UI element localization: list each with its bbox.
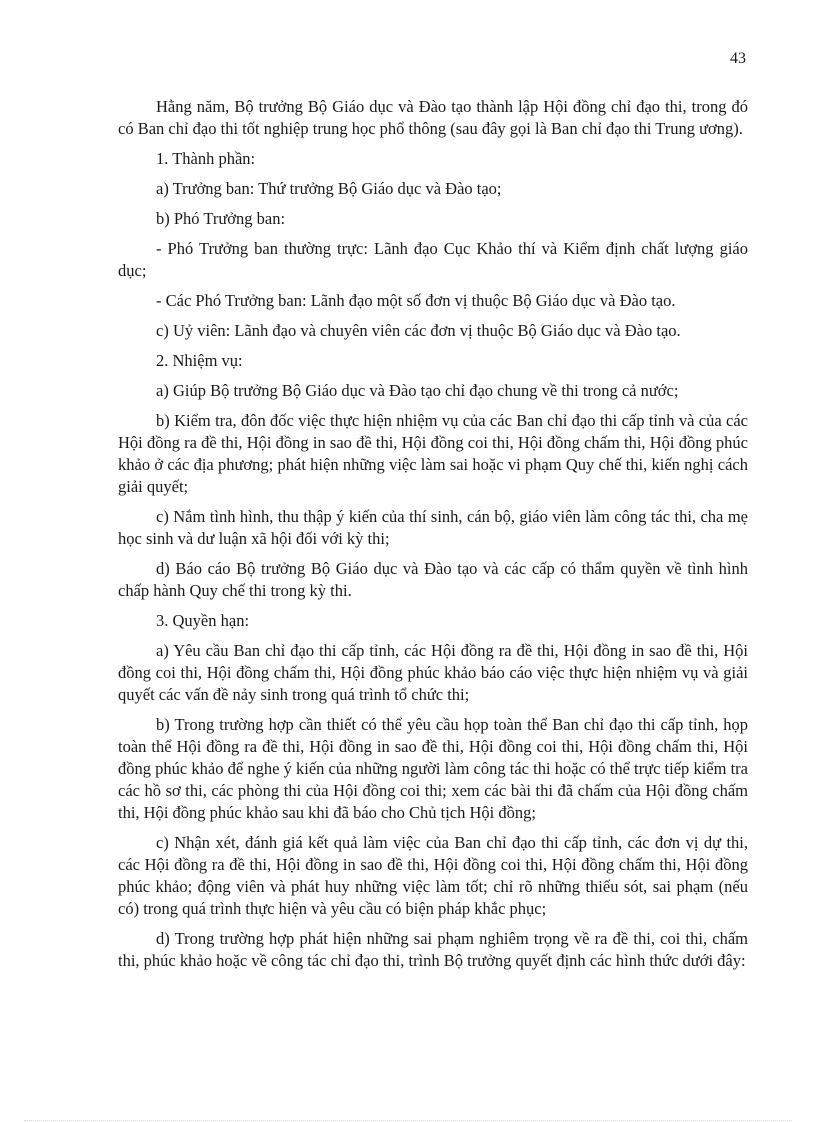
paragraph-power-a: a) Yêu cầu Ban chỉ đạo thi cấp tỉnh, các Hội đồng ra đề thi, Hội đồng in sao đề thi, Hội đồng coi thi, Hội đồng chấm thi, Hội đồng phúc khảo báo cáo việc thực hiện nhiệm vụ và giải quyết các vấn đề nảy sinh trong quá trình tổ chức thi;: [118, 641, 748, 704]
paragraph-duty-c: c) Nắm tình hình, thu thập ý kiến của thí sinh, cán bộ, giáo viên làm công tác thi, cha mẹ học sinh và dư luận xã hội đối với kỳ thi;: [118, 507, 748, 548]
footer-divider: [24, 1120, 792, 1121]
paragraph-members: c) Uỷ viên: Lãnh đạo và chuyên viên các đơn vị thuộc Bộ Giáo dục và Đào tạo.: [156, 321, 681, 340]
paragraph-standing-deputy: - Phó Trưởng ban thường trực: Lãnh đạo Cục Khảo thí và Kiểm định chất lượng giáo dục;: [118, 239, 748, 280]
heading-powers: 3. Quyền hạn:: [156, 611, 250, 630]
paragraph-intro: Hằng năm, Bộ trưởng Bộ Giáo dục và Đào tạo thành lập Hội đồng chỉ đạo thi, trong đó có Ban chỉ đạo thi tốt nghiệp trung học phổ thông (sau đây gọi là Ban chỉ đạo thi Trung ương).: [118, 97, 748, 138]
paragraph-duty-a: a) Giúp Bộ trưởng Bộ Giáo dục và Đào tạo chỉ đạo chung về thi trong cả nước;: [156, 381, 679, 400]
heading-duties: 2. Nhiệm vụ:: [156, 351, 243, 370]
document-body: [118, 96, 748, 980]
paragraph-power-d: d) Trong trường hợp phát hiện những sai phạm nghiêm trọng về ra đề thi, coi thi, chấm thi, phúc khảo hoặc về công tác chỉ đạo thi, trình Bộ trưởng quyết định các hình thức dưới đây:: [118, 929, 748, 970]
paragraph-head: a) Trưởng ban: Thứ trưởng Bộ Giáo dục và Đào tạo;: [156, 179, 502, 198]
paragraph-power-b: b) Trong trường hợp cần thiết có thể yêu cầu họp toàn thể Ban chỉ đạo thi cấp tỉnh, họp toàn thể Hội đồng ra đề thi, Hội đồng in sao đề thi, Hội đồng coi thi, Hội đồng chấm thi, Hội đồng phúc khảo để nghe ý kiến của những người làm công tác thi hoặc có thể trực tiếp kiểm tra các hồ sơ thi, các phòng thi của Hội đồng coi thi; xem các bài thi đã chấm của Hội đồng chấm thi, Hội đồng phúc khảo sau khi đã báo cho Chủ tịch Hội đồng;: [118, 715, 748, 822]
paragraph-duty-b: b) Kiểm tra, đôn đốc việc thực hiện nhiệm vụ của các Ban chỉ đạo thi cấp tỉnh và của các Hội đồng ra đề thi, Hội đồng in sao đề thi, Hội đồng coi thi, Hội đồng chấm thi, Hội đồng phúc khảo ở các địa phương; phát hiện những việc làm sai hoặc vi phạm Quy chế thi, kiến nghị cách giải quyết;: [118, 411, 748, 496]
heading-composition: 1. Thành phần:: [156, 149, 256, 168]
paragraph-deputies: - Các Phó Trưởng ban: Lãnh đạo một số đơn vị thuộc Bộ Giáo dục và Đào tạo.: [156, 291, 676, 310]
paragraph-deputy-head: b) Phó Trưởng ban:: [156, 209, 286, 228]
paragraph-duty-d: d) Báo cáo Bộ trưởng Bộ Giáo dục và Đào tạo và các cấp có thẩm quyền về tình hình chấp hành Quy chế thi trong kỳ thi.: [118, 559, 748, 600]
paragraph-power-c: c) Nhận xét, đánh giá kết quả làm việc của Ban chỉ đạo thi cấp tỉnh, các đơn vị dự thi, các Hội đồng ra đề thi, Hội đồng in sao đề thi, Hội đồng coi thi, Hội đồng chấm thi, Hội đồng phúc khảo; động viên và phát huy những việc làm tốt; chỉ rõ những thiếu sót, sai phạm (nếu có) trong quá trình thực hiện và yêu cầu có biện pháp khắc phục;: [118, 833, 748, 918]
page-number: 43: [730, 50, 746, 67]
